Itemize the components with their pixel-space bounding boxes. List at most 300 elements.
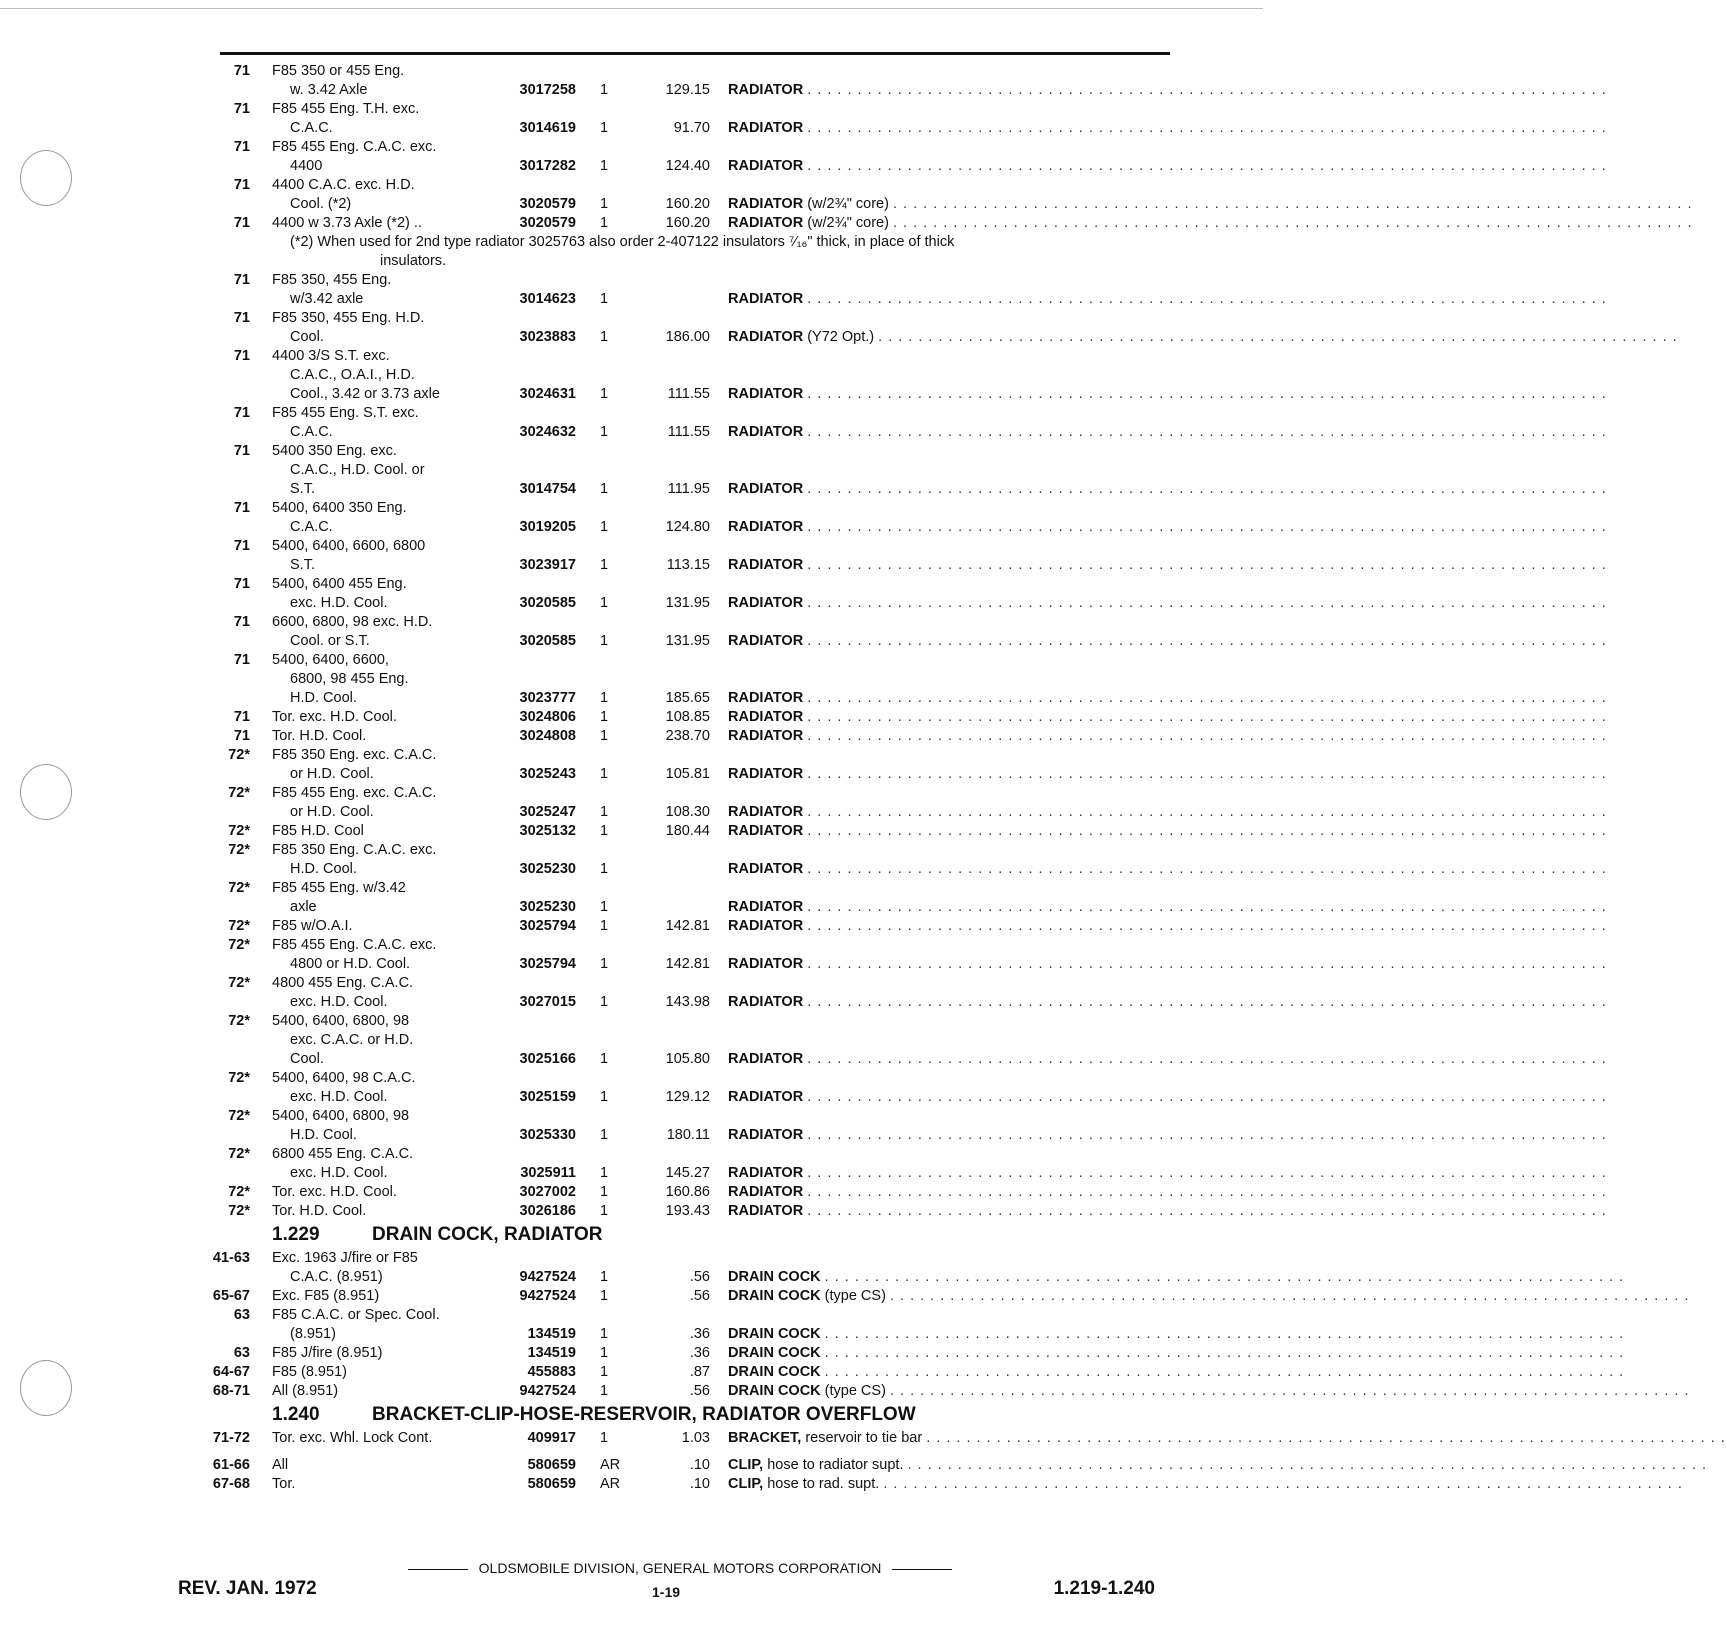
table-row-continuation [0, 670, 1263, 689]
table-row [0, 1382, 1690, 1401]
price: 108.85 [665, 709, 710, 725]
part-note: hose to rad. supt. [767, 1476, 880, 1492]
part-name: RADIATOR [728, 918, 804, 934]
dot-leader: . . . . . . . . . . . . . . . . . . . . . . . . . . . . . . . . . . . . . . . . . . . . . . . . . . . . . . . . . . . . . . . . . . . . . . . . . . . . . . . . [807, 956, 1607, 972]
application-description: F85 455 Eng. S.T. exc. [272, 405, 419, 421]
dot-leader: . . . . . . . . . . . . . . . . . . . . . . . . . . . . . . . . . . . . . . . . . . . . . . . . . . . . . . . . . . . . . . . . . . . . . . . . . . . . . . . . [807, 291, 1607, 307]
application-description: 5400, 6400, 6600, 6800 [272, 538, 426, 554]
section-heading [0, 1221, 1263, 1249]
application-description: F85 350, 455 Eng. H.D. [272, 310, 425, 326]
part-number: 3025794 [519, 918, 576, 934]
part-number: 3025159 [519, 1089, 576, 1105]
table-row [0, 1287, 1690, 1306]
table-row [0, 708, 1607, 727]
application-description: Tor. exc. Whl. Lock Cont. [272, 1430, 433, 1446]
part-name-cell [728, 1382, 1690, 1401]
price: 124.80 [665, 519, 710, 535]
header-rule [220, 52, 1170, 55]
price: 143.98 [665, 994, 710, 1010]
quantity: 1 [600, 158, 609, 174]
dot-leader: . . . . . . . . . . . . . . . . . . . . . . . . . . . . . . . . . . . . . . . . . . . . . . . . . . . . . . . . . . . . . . . . . . . . . . . . . . . . . . . . [889, 1383, 1690, 1399]
quantity: 1 [600, 557, 609, 573]
table-row [0, 1202, 1607, 1221]
part-number: 3020579 [519, 196, 576, 212]
part-name: RADIATOR [728, 291, 804, 307]
application-description: 6600, 6800, 98 exc. H.D. [272, 614, 433, 630]
quantity: 1 [600, 1345, 609, 1361]
part-name-cell [728, 1268, 1625, 1287]
application-description: F85 455 Eng. C.A.C. exc. [272, 139, 437, 155]
table-row [0, 651, 1263, 670]
application-description: H.D. Cool. [290, 1127, 357, 1143]
part-name: CLIP, [728, 1476, 764, 1492]
quantity: 1 [600, 1203, 609, 1219]
model-year: 71 [233, 348, 250, 364]
row-spacer [0, 1448, 1263, 1456]
application-description: 5400, 6400 455 Eng. [272, 576, 407, 592]
application-description: F85 350 Eng. exc. C.A.C. [272, 747, 437, 763]
part-number: 9427524 [519, 1288, 576, 1304]
model-year: 72* [228, 918, 250, 934]
part-number: 3024631 [519, 386, 576, 402]
part-name: DRAIN COCK [728, 1345, 821, 1361]
dot-leader: . . . . . . . . . . . . . . . . . . . . . . . . . . . . . . . . . . . . . . . . . . . . . . . . . . . . . . . . . . . . . . . . . . . . . . . . . . . . . . . . [892, 196, 1693, 212]
table-row [0, 841, 1263, 860]
application-description: 5400, 6400, 98 C.A.C. [272, 1070, 416, 1086]
table-row-continuation [0, 1268, 1625, 1287]
table-row-continuation [0, 803, 1607, 822]
application-description: C.A.C. (8.951) [290, 1269, 383, 1285]
table-row [0, 309, 1263, 328]
quantity: 1 [600, 804, 609, 820]
table-row [0, 936, 1263, 955]
quantity: 1 [600, 1089, 609, 1105]
quantity: 1 [600, 1269, 609, 1285]
dot-leader: . . . . . . . . . . . . . . . . . . . . . . . . . . . . . . . . . . . . . . . . . . . . . . . . . . . . . . . . . . . . . . . . . . . . . . . . . . . . . . . . [807, 1165, 1607, 1181]
part-name-cell [728, 708, 1607, 727]
part-name: DRAIN COCK [728, 1326, 821, 1342]
part-name: RADIATOR [728, 158, 804, 174]
part-name: CLIP, [728, 1457, 764, 1473]
part-name: RADIATOR [728, 709, 804, 725]
dot-leader: . . . . . . . . . . . . . . . . . . . . . . . . . . . . . . . . . . . . . . . . . . . . . . . . . . . . . . . . . . . . . . . . . . . . . . . . . . . . . . . . [807, 519, 1607, 535]
table-row-continuation [0, 765, 1607, 784]
table-row-continuation [0, 594, 1607, 613]
price: 105.81 [665, 766, 710, 782]
dot-leader: . . . . . . . . . . . . . . . . . . . . . . . . . . . . . . . . . . . . . . . . . . . . . . . . . . . . . . . . . . . . . . . . . . . . . . . . . . . . . . . . [807, 120, 1607, 136]
price: 145.27 [665, 1165, 710, 1181]
section-heading [0, 1401, 1263, 1429]
footnote-line [0, 252, 1263, 271]
part-name-cell [728, 765, 1607, 784]
table-row [0, 271, 1263, 290]
price: 160.20 [665, 196, 710, 212]
footnote-text: insulators. [380, 253, 447, 269]
application-description: Tor. H.D. Cool. [272, 728, 367, 744]
model-year: 71 [233, 538, 250, 554]
application-description: C.A.C. [290, 519, 333, 535]
application-description: F85 H.D. Cool [272, 823, 364, 839]
part-number: 3017258 [519, 82, 576, 98]
model-year: 71 [233, 500, 250, 516]
part-number: 3025166 [519, 1051, 576, 1067]
part-name-cell [728, 1088, 1607, 1107]
dot-leader: . . . . . . . . . . . . . . . . . . . . . . . . . . . . . . . . . . . . . . . . . . . . . . . . . . . . . . . . . . . . . . . . . . . . . . . . . . . . . . . . [824, 1364, 1625, 1380]
model-year: 68-71 [212, 1383, 250, 1399]
application-description: w. 3.42 Axle [290, 82, 368, 98]
quantity: 1 [600, 386, 609, 402]
table-row [0, 176, 1263, 195]
part-name-cell [728, 119, 1607, 138]
part-number: 3014754 [519, 481, 576, 497]
table-row-continuation [0, 1325, 1625, 1344]
application-description: F85 455 Eng. T.H. exc. [272, 101, 420, 117]
price: 111.95 [667, 481, 710, 497]
part-note: (Y72 Opt.) [807, 329, 875, 345]
application-description: C.A.C. [290, 120, 333, 136]
application-description: Cool. (*2) [290, 196, 352, 212]
part-name-cell [728, 822, 1607, 841]
application-description: F85 (8.951) [272, 1364, 347, 1380]
part-name: RADIATOR [728, 557, 804, 573]
part-number: 134519 [527, 1345, 576, 1361]
quantity: 1 [600, 481, 609, 497]
dot-leader: . . . . . . . . . . . . . . . . . . . . . . . . . . . . . . . . . . . . . . . . . . . . . . . . . . . . . . . . . . . . . . . . . . . . . . . . . . . . . . . . [807, 1051, 1607, 1067]
part-name: RADIATOR [728, 481, 804, 497]
top-edge-line [0, 8, 1263, 9]
model-year: 72* [228, 842, 250, 858]
quantity: AR [600, 1476, 621, 1492]
model-year: 72* [228, 823, 250, 839]
table-row-continuation [0, 119, 1607, 138]
application-description: 4400 w 3.73 Axle (*2) .. [272, 215, 422, 231]
part-name: RADIATOR [728, 1127, 804, 1143]
part-name: RADIATOR [728, 386, 804, 402]
quantity: 1 [600, 1127, 609, 1143]
table-row [0, 1475, 1683, 1494]
dot-leader: . . . . . . . . . . . . . . . . . . . . . . . . . . . . . . . . . . . . . . . . . . . . . . . . . . . . . . . . . . . . . . . . . . . . . . . . . . . . . . . . [807, 899, 1607, 915]
table-row [0, 537, 1263, 556]
model-year: 65-67 [212, 1288, 250, 1304]
price: 105.80 [665, 1051, 710, 1067]
section-title: BRACKET-CLIP-HOSE-RESERVOIR, RADIATOR OVERFLOW [372, 1404, 916, 1425]
part-name-cell [728, 993, 1607, 1012]
table-row-continuation [0, 461, 1263, 480]
model-year: 41-63 [212, 1250, 250, 1266]
dot-leader: . . . . . . . . . . . . . . . . . . . . . . . . . . . . . . . . . . . . . . . . . . . . . . . . . . . . . . . . . . . . . . . . . . . . . . . . . . . . . . . . [892, 215, 1693, 231]
part-name-cell [728, 1363, 1625, 1382]
part-number: 3025330 [519, 1127, 576, 1143]
model-year: 71 [233, 101, 250, 117]
table-row-continuation [0, 1050, 1607, 1069]
application-description: exc. C.A.C. or H.D. [290, 1032, 414, 1048]
part-number: 3025243 [519, 766, 576, 782]
price: 1.03 [681, 1430, 710, 1446]
model-year: 71 [233, 215, 250, 231]
quantity: 1 [600, 1051, 609, 1067]
footnote-text: (*2) When used for 2nd type radiator 3025763 also order 2-407122 insulators ⁷⁄₁₆" thick, in place of thick [290, 234, 955, 250]
part-name: RADIATOR [728, 196, 804, 212]
table-row [0, 404, 1263, 423]
quantity: 1 [600, 196, 609, 212]
dot-leader: . . . . . . . . . . . . . . . . . . . . . . . . . . . . . . . . . . . . . . . . . . . . . . . . . . . . . . . . . . . . . . . . . . . . . . . . . . . . . . . . [824, 1269, 1625, 1285]
table-row-continuation [0, 480, 1607, 499]
part-name-cell [728, 1325, 1625, 1344]
table-row-continuation [0, 1126, 1607, 1145]
application-description: (8.951) [290, 1326, 336, 1342]
table-row [0, 1363, 1625, 1382]
table-row-continuation [0, 290, 1607, 309]
model-year: 63 [233, 1345, 250, 1361]
model-year: 71 [233, 310, 250, 326]
application-description: F85 455 Eng. exc. C.A.C. [272, 785, 437, 801]
price: .36 [689, 1345, 710, 1361]
table-row-continuation [0, 689, 1607, 708]
application-description: Tor. exc. H.D. Cool. [272, 709, 397, 725]
model-year: 72* [228, 1146, 250, 1162]
quantity: 1 [600, 291, 609, 307]
footer-page-number: 1-19 [652, 1584, 681, 1600]
quantity: 1 [600, 82, 609, 98]
table-row-continuation [0, 556, 1607, 575]
part-name: RADIATOR [728, 595, 804, 611]
part-number: 3023777 [519, 690, 576, 706]
table-row [0, 1344, 1625, 1363]
application-description: Tor. [272, 1476, 296, 1492]
price: .56 [689, 1383, 710, 1399]
part-number: 3027002 [519, 1184, 576, 1200]
part-note: (w/2¾" core) [807, 196, 889, 212]
dot-leader: . . . . . . . . . . . . . . . . . . . . . . . . . . . . . . . . . . . . . . . . . . . . . . . . . . . . . . . . . . . . . . . . . . . . . . . . . . . . . . . . [807, 804, 1607, 820]
part-number: 409917 [527, 1430, 576, 1446]
part-name-cell [728, 632, 1607, 651]
price: 131.95 [665, 595, 710, 611]
application-description: 4400 [290, 158, 323, 174]
part-name-cell [728, 1456, 1708, 1475]
price: 180.44 [665, 823, 710, 839]
part-name-cell [728, 803, 1607, 822]
part-name: RADIATOR [728, 690, 804, 706]
quantity: 1 [600, 728, 609, 744]
part-name-cell [728, 1344, 1625, 1363]
part-name-cell [728, 955, 1607, 974]
footnote-line [0, 233, 1263, 252]
part-number: 3025230 [519, 861, 576, 877]
application-description: F85 w/O.A.I. [272, 918, 353, 934]
part-name: RADIATOR [728, 728, 804, 744]
table-row [0, 62, 1263, 81]
table-row [0, 138, 1263, 157]
model-year: 72* [228, 937, 250, 953]
part-note: hose to radiator supt. [767, 1457, 904, 1473]
dot-leader: . . . . . . . . . . . . . . . . . . . . . . . . . . . . . . . . . . . . . . . . . . . . . . . . . . . . . . . . . . . . . . . . . . . . . . . . . . . . . . . . [889, 1288, 1690, 1304]
part-name: DRAIN COCK [728, 1269, 821, 1285]
table-row-continuation [0, 195, 1693, 214]
part-name: RADIATOR [728, 633, 804, 649]
application-description: Cool., 3.42 or 3.73 axle [290, 386, 440, 402]
dot-leader: . . . . . . . . . . . . . . . . . . . . . . . . . . . . . . . . . . . . . . . . . . . . . . . . . . . . . . . . . . . . . . . . . . . . . . . . . . . . . . . . [807, 709, 1607, 725]
part-number: 455883 [527, 1364, 576, 1380]
part-name-cell [728, 1164, 1607, 1183]
part-name: RADIATOR [728, 861, 804, 877]
part-name-cell [728, 518, 1607, 537]
dot-leader: . . . . . . . . . . . . . . . . . . . . . . . . . . . . . . . . . . . . . . . . . . . . . . . . . . . . . . . . . . . . . . . . . . . . . . . . . . . . . . . . [807, 386, 1607, 402]
dot-leader: . . . . . . . . . . . . . . . . . . . . . . . . . . . . . . . . . . . . . . . . . . . . . . . . . . . . . . . . . . . . . . . . . . . . . . . . . . . . . . . . [807, 1184, 1607, 1200]
price: 180.11 [666, 1127, 710, 1143]
dot-leader: . . . . . . . . . . . . . . . . . . . . . . . . . . . . . . . . . . . . . . . . . . . . . . . . . . . . . . . . . . . . . . . . . . . . . . . . . . . . . . . . [807, 766, 1607, 782]
table-row [0, 347, 1263, 366]
quantity: 1 [600, 823, 609, 839]
part-number: 3025794 [519, 956, 576, 972]
application-description: 4400 C.A.C. exc. H.D. [272, 177, 415, 193]
price: 160.86 [665, 1184, 710, 1200]
application-description: C.A.C., H.D. Cool. or [290, 462, 425, 478]
price: 131.95 [665, 633, 710, 649]
dot-leader: . . . . . . . . . . . . . . . . . . . . . . . . . . . . . . . . . . . . . . . . . . . . . . . . . . . . . . . . . . . . . . . . . . . . . . . . . . . . . . . . [807, 633, 1607, 649]
model-year: 71 [233, 709, 250, 725]
table-row [0, 1183, 1607, 1202]
quantity: 1 [600, 1165, 609, 1181]
part-number: 3020579 [519, 215, 576, 231]
table-row [0, 822, 1607, 841]
quantity: 1 [600, 329, 609, 345]
table-row-continuation [0, 1088, 1607, 1107]
table-row [0, 613, 1263, 632]
table-row-continuation [0, 518, 1607, 537]
dot-leader: . . . . . . . . . . . . . . . . . . . . . . . . . . . . . . . . . . . . . . . . . . . . . . . . . . . . . . . . . . . . . . . . . . . . . . . . . . . . . . . . [926, 1430, 1726, 1446]
model-year: 71 [233, 614, 250, 630]
part-name: RADIATOR [728, 519, 804, 535]
section-title: DRAIN COCK, RADIATOR [372, 1224, 603, 1245]
application-description: F85 350 Eng. C.A.C. exc. [272, 842, 437, 858]
part-name-cell [728, 727, 1607, 746]
part-name: RADIATOR [728, 1089, 804, 1105]
part-name: RADIATOR [728, 899, 804, 915]
model-year: 71 [233, 443, 250, 459]
application-description: F85 J/fire (8.951) [272, 1345, 383, 1361]
part-name-cell [728, 1429, 1726, 1448]
part-number: 134519 [527, 1326, 576, 1342]
application-description: 5400, 6400, 6800, 98 [272, 1108, 410, 1124]
price: 111.55 [667, 424, 710, 440]
application-description: exc. H.D. Cool. [290, 595, 388, 611]
part-name-cell [728, 917, 1607, 936]
table-row-continuation [0, 1031, 1263, 1050]
model-year: 71 [233, 576, 250, 592]
price: 193.43 [665, 1203, 710, 1219]
table-row [0, 1456, 1708, 1475]
dot-leader: . . . . . . . . . . . . . . . . . . . . . . . . . . . . . . . . . . . . . . . . . . . . . . . . . . . . . . . . . . . . . . . . . . . . . . . . . . . . . . . . [883, 1476, 1683, 1492]
part-name-cell [728, 1287, 1690, 1306]
part-name-cell [728, 385, 1607, 404]
part-name-cell [728, 1475, 1683, 1494]
table-row [0, 1107, 1263, 1126]
application-description: F85 350 or 455 Eng. [272, 63, 405, 79]
dot-leader: . . . . . . . . . . . . . . . . . . . . . . . . . . . . . . . . . . . . . . . . . . . . . . . . . . . . . . . . . . . . . . . . . . . . . . . . . . . . . . . . [807, 994, 1607, 1010]
quantity: 1 [600, 861, 609, 877]
application-description: C.A.C., O.A.I., H.D. [290, 367, 415, 383]
dot-leader: . . . . . . . . . . . . . . . . . . . . . . . . . . . . . . . . . . . . . . . . . . . . . . . . . . . . . . . . . . . . . . . . . . . . . . . . . . . . . . . . [807, 823, 1607, 839]
part-name: DRAIN COCK [728, 1383, 821, 1399]
model-year: 72* [228, 975, 250, 991]
application-description: 4800 or H.D. Cool. [290, 956, 411, 972]
application-description: Tor. exc. H.D. Cool. [272, 1184, 397, 1200]
application-description: 5400 350 Eng. exc. [272, 443, 397, 459]
price: 238.70 [665, 728, 710, 744]
dot-leader: . . . . . . . . . . . . . . . . . . . . . . . . . . . . . . . . . . . . . . . . . . . . . . . . . . . . . . . . . . . . . . . . . . . . . . . . . . . . . . . . [807, 1089, 1607, 1105]
part-name-cell [728, 1202, 1607, 1221]
application-description: Exc. F85 (8.951) [272, 1288, 380, 1304]
part-name: DRAIN COCK [728, 1288, 821, 1304]
application-description: All [272, 1457, 289, 1473]
model-year: 72* [228, 747, 250, 763]
quantity: 1 [600, 1288, 609, 1304]
part-name-cell [728, 195, 1693, 214]
part-number: 3025230 [519, 899, 576, 915]
part-number: 3017282 [519, 158, 576, 174]
dot-leader: . . . . . . . . . . . . . . . . . . . . . . . . . . . . . . . . . . . . . . . . . . . . . . . . . . . . . . . . . . . . . . . . . . . . . . . . . . . . . . . . [807, 690, 1607, 706]
table-row [0, 1306, 1263, 1325]
dot-leader: . . . . . . . . . . . . . . . . . . . . . . . . . . . . . . . . . . . . . . . . . . . . . . . . . . . . . . . . . . . . . . . . . . . . . . . . . . . . . . . . [807, 861, 1607, 877]
dot-leader: . . . . . . . . . . . . . . . . . . . . . . . . . . . . . . . . . . . . . . . . . . . . . . . . . . . . . . . . . . . . . . . . . . . . . . . . . . . . . . . . [807, 595, 1607, 611]
application-description: w/3.42 axle [290, 291, 364, 307]
part-name: RADIATOR [728, 804, 804, 820]
price: 111.55 [667, 386, 710, 402]
model-year: 72* [228, 1013, 250, 1029]
application-description: exc. H.D. Cool. [290, 994, 388, 1010]
dot-leader: . . . . . . . . . . . . . . . . . . . . . . . . . . . . . . . . . . . . . . . . . . . . . . . . . . . . . . . . . . . . . . . . . . . . . . . . . . . . . . . . [807, 1127, 1607, 1143]
price: 129.15 [665, 82, 710, 98]
application-description: H.D. Cool. [290, 861, 357, 877]
part-number: 3024806 [519, 709, 576, 725]
part-name-cell [728, 860, 1607, 879]
quantity: 1 [600, 690, 609, 706]
part-name-cell [728, 1126, 1607, 1145]
price: .10 [689, 1457, 710, 1473]
dot-leader: . . . . . . . . . . . . . . . . . . . . . . . . . . . . . . . . . . . . . . . . . . . . . . . . . . . . . . . . . . . . . . . . . . . . . . . . . . . . . . . . [807, 481, 1607, 497]
part-name-cell [728, 1050, 1607, 1069]
price: .36 [689, 1326, 710, 1342]
application-description: axle [290, 899, 317, 915]
quantity: 1 [600, 918, 609, 934]
model-year: 72* [228, 1070, 250, 1086]
part-number: 3019205 [519, 519, 576, 535]
part-name-cell [728, 556, 1607, 575]
dot-leader: . . . . . . . . . . . . . . . . . . . . . . . . . . . . . . . . . . . . . . . . . . . . . . . . . . . . . . . . . . . . . . . . . . . . . . . . . . . . . . . . [807, 424, 1607, 440]
model-year: 71 [233, 63, 250, 79]
application-description: F85 455 Eng. C.A.C. exc. [272, 937, 437, 953]
table-row-continuation [0, 898, 1607, 917]
model-year: 71 [233, 139, 250, 155]
table-row [0, 784, 1263, 803]
part-number: 9427524 [519, 1383, 576, 1399]
part-name: RADIATOR [728, 1184, 804, 1200]
price: .56 [689, 1288, 710, 1304]
part-number: 3020585 [519, 633, 576, 649]
quantity: 1 [600, 1326, 609, 1342]
part-name-cell [728, 214, 1693, 233]
table-row [0, 727, 1607, 746]
table-row-continuation [0, 81, 1607, 100]
part-name: DRAIN COCK [728, 1364, 821, 1380]
model-year: 63 [233, 1307, 250, 1323]
dot-leader: . . . . . . . . . . . . . . . . . . . . . . . . . . . . . . . . . . . . . . . . . . . . . . . . . . . . . . . . . . . . . . . . . . . . . . . . . . . . . . . . [807, 728, 1607, 744]
price: 129.12 [665, 1089, 710, 1105]
table-row [0, 1069, 1263, 1088]
model-year: 71 [233, 652, 250, 668]
dot-leader: . . . . . . . . . . . . . . . . . . . . . . . . . . . . . . . . . . . . . . . . . . . . . . . . . . . . . . . . . . . . . . . . . . . . . . . . . . . . . . . . [807, 82, 1607, 98]
table-row [0, 575, 1263, 594]
